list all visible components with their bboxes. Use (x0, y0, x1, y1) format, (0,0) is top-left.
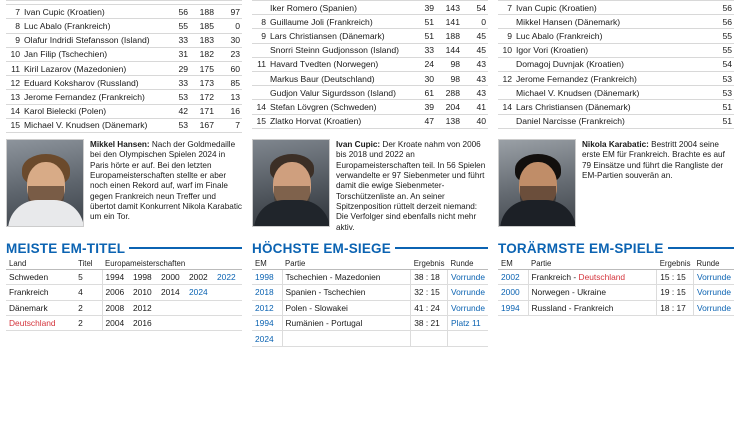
cell-position (498, 114, 514, 128)
cell-value: 33 (410, 43, 436, 57)
cell-player: Lars Christiansen (Dänemark) (268, 29, 410, 43)
cell-value: 33 (164, 33, 190, 47)
cell-value: 56 (708, 1, 734, 15)
cell-position: 9 (498, 29, 514, 43)
cell-value: 98 (436, 57, 462, 71)
table-row (252, 269, 488, 284)
cell-year: 2008 (102, 300, 130, 315)
cell-result: 15 : 15 (657, 269, 694, 284)
cell-match: Rumänien - Portugal (282, 315, 411, 330)
cell-player: Luc Abalo (Frankreich) (22, 19, 164, 33)
cell-year: 2022 (214, 269, 242, 284)
cell-player: Michael V. Knudsen (Dänemark) (514, 86, 656, 100)
cell-value: 138 (436, 114, 462, 128)
column-header: Runde (694, 258, 735, 270)
table-row (6, 90, 242, 104)
ranking-table-middle (252, 0, 488, 129)
table-row (252, 285, 488, 300)
heading-rule (668, 247, 734, 249)
table-row (252, 15, 488, 29)
cell-position: 9 (252, 29, 268, 43)
table-row (498, 269, 734, 284)
cell-position: 7 (498, 1, 514, 15)
ranking-table-left (6, 0, 242, 133)
cell-year (158, 300, 186, 315)
table-row (6, 315, 242, 330)
table-row (252, 71, 488, 85)
cell-value: 0 (216, 19, 242, 33)
cell-titles: 2 (75, 315, 102, 330)
cell-value: 42 (164, 104, 190, 118)
cell-value: 175 (190, 61, 216, 75)
column-header: Titel (75, 258, 102, 270)
table-row (6, 47, 242, 61)
cell-value: 167 (190, 118, 216, 132)
heading-hoechste-em-siege (252, 241, 488, 258)
cell-player: Jerome Fernandez (Frankreich) (514, 71, 656, 85)
cell-value (682, 15, 708, 29)
cell-value: 288 (436, 86, 462, 100)
cell-titles: 5 (75, 269, 102, 284)
cell-value: 56 (708, 15, 734, 29)
cell-value (656, 29, 682, 43)
heading-label: HÖCHSTE EM-SIEGE (252, 240, 391, 256)
ranking-columns (0, 0, 750, 133)
bio-body-ivan-cupic: Der Kroate nahm von 2006 bis 2018 und 2022 an Europameisterschaften teil. In 56 Spielen verwandelte er 97 Siebenmeter und führt damit die ewige Siebenmeter-Torschützenliste an. An seiner Spitzenposition rüttelt derzeit niemand: Die Verfolger sind ebenfalls nicht mehr aktiv. (336, 139, 486, 232)
cell-em-year: 1994 (252, 315, 282, 330)
cell-position: 11 (6, 61, 22, 75)
portrait-nikola-karabatic (498, 139, 576, 227)
bio-text-ivan-cupic (336, 139, 488, 233)
table-row (498, 86, 734, 100)
table-row (498, 300, 734, 315)
cell-player: Guillaume Joli (Frankreich) (268, 15, 410, 29)
cell-value: 39 (410, 100, 436, 114)
cell-position: 8 (6, 19, 22, 33)
table-row (498, 57, 734, 71)
cell-value: 45 (462, 43, 488, 57)
cell-value: 53 (708, 86, 734, 100)
cell-player: Ivan Cupic (Kroatien) (514, 1, 656, 15)
table-row (252, 29, 488, 43)
table-row (6, 269, 242, 284)
cell-year: 2000 (158, 269, 186, 284)
cell-value (682, 71, 708, 85)
cell-player: Stefan Lövgren (Schweden) (268, 100, 410, 114)
cell-position: 10 (6, 47, 22, 61)
cell-year: 2024 (186, 285, 214, 300)
ranking-column-right (498, 0, 734, 133)
bio-lead-nikola-karabatic: Nikola Karabatic: (582, 139, 649, 149)
table-row (498, 1, 734, 15)
cell-country: Dänemark (6, 300, 75, 315)
portrait-mikkel-hansen (6, 139, 84, 227)
cell-result: 19 : 15 (657, 285, 694, 300)
cell-result: 38 : 18 (411, 269, 448, 284)
cell-position (252, 1, 268, 15)
cell-player: Luc Abalo (Frankreich) (514, 29, 656, 43)
cell-em-year: 1998 (252, 269, 282, 284)
cell-position (252, 43, 268, 57)
cell-value: 51 (410, 29, 436, 43)
column-header: Land (6, 258, 75, 270)
cell-match: Norwegen - Ukraine (528, 285, 657, 300)
cell-value: 60 (216, 61, 242, 75)
cell-value: 51 (410, 15, 436, 29)
cell-round: Vorrunde (448, 269, 489, 284)
column-header: Partie (282, 258, 411, 270)
bio-body-nikola-karabatic: Bestritt 2004 seine erste EM für Frankreich. Brachte es auf 79 Einsätze und führt die Rangliste der EM-Partien souverän an. (582, 139, 725, 180)
column-header: Runde (448, 258, 489, 270)
table-row (498, 29, 734, 43)
heading-meiste-em-titel (6, 241, 242, 258)
table-meiste-em-titel (6, 241, 242, 347)
cell-titles: 2 (75, 300, 102, 315)
cell-em-year: 1994 (498, 300, 528, 315)
cell-value: 51 (708, 100, 734, 114)
cell-position: 9 (6, 33, 22, 47)
table-row (252, 86, 488, 100)
cell-value: 40 (462, 114, 488, 128)
cell-player: Olafur Indridi Stefansson (Island) (22, 33, 164, 47)
cell-position: 15 (6, 118, 22, 132)
cell-year (186, 315, 214, 330)
cell-value: 54 (462, 1, 488, 15)
cell-value: 13 (216, 90, 242, 104)
cell-round: Vorrunde (694, 269, 735, 284)
cell-value: 33 (164, 76, 190, 90)
data-table-titles (6, 258, 242, 332)
cell-value (656, 57, 682, 71)
cell-value: 45 (462, 29, 488, 43)
table-row (252, 43, 488, 57)
cell-position: 7 (6, 5, 22, 19)
cell-value (656, 1, 682, 15)
cell-country: Schweden (6, 269, 75, 284)
cell-position: 11 (252, 57, 268, 71)
cell-result: 32 : 15 (411, 285, 448, 300)
cell-player: Markus Baur (Deutschland) (268, 71, 410, 85)
cell-year (214, 300, 242, 315)
cell-value (656, 15, 682, 29)
cell-value: 55 (708, 43, 734, 57)
cell-titles: 4 (75, 285, 102, 300)
cell-value: 16 (216, 104, 242, 118)
bio-text-nikola-karabatic (582, 139, 734, 233)
cell-value: 97 (216, 5, 242, 19)
cell-position: 8 (252, 15, 268, 29)
table-row (498, 114, 734, 128)
cell-value: 24 (410, 57, 436, 71)
cell-position: 12 (498, 71, 514, 85)
cell-value: 173 (190, 76, 216, 90)
column-header: EM (252, 258, 282, 270)
cell-value (656, 100, 682, 114)
cell-em-year: 2000 (498, 285, 528, 300)
cell-player: Daniel Narcisse (Frankreich) (514, 114, 656, 128)
cell-value (656, 71, 682, 85)
cell-player: Havard Tvedten (Norwegen) (268, 57, 410, 71)
portrait-ivan-cupic (252, 139, 330, 227)
cell-position (252, 86, 268, 100)
cell-value: 47 (410, 114, 436, 128)
bio-lead-mikkel-hansen: Mikkel Hansen: (90, 139, 150, 149)
cell-year: 1994 (102, 269, 130, 284)
cell-em-year: 2018 (252, 285, 282, 300)
bio-nikola-karabatic (498, 139, 734, 233)
cell-value: 31 (164, 47, 190, 61)
table-row (252, 114, 488, 128)
cell-player: Mikkel Hansen (Dänemark) (514, 15, 656, 29)
table-row (252, 315, 488, 330)
column-header: Europameisterschaften (102, 258, 242, 270)
cell-country: Frankreich (6, 285, 75, 300)
cell-value: 23 (216, 47, 242, 61)
table-row (6, 104, 242, 118)
cell-value: 30 (216, 33, 242, 47)
table-row (498, 71, 734, 85)
cell-round: Vorrunde (694, 300, 735, 315)
data-table-siege (252, 258, 488, 347)
cell-year (186, 300, 214, 315)
cell-player: Ivan Cupic (Kroatien) (22, 5, 164, 19)
cell-value: 53 (164, 90, 190, 104)
cell-value: 0 (462, 15, 488, 29)
cell-value: 55 (164, 19, 190, 33)
data-table-spiele (498, 258, 734, 316)
cell-player: Gudjon Valur Sigurdsson (Island) (268, 86, 410, 100)
ranking-column-left (6, 0, 242, 133)
bio-text-mikkel-hansen (90, 139, 242, 233)
bio-lead-ivan-cupic: Ivan Cupic: (336, 139, 381, 149)
cell-year: 2004 (102, 315, 130, 330)
cell-result: 41 : 24 (411, 300, 448, 315)
cell-position: 12 (6, 76, 22, 90)
table-row (6, 76, 242, 90)
cell-value (656, 86, 682, 100)
table-row (498, 285, 734, 300)
cell-year: 2012 (130, 300, 158, 315)
cell-player: Domagoj Duvnjak (Kroatien) (514, 57, 656, 71)
heading-rule (129, 247, 242, 249)
cell-match: Polen - Slowakei (282, 300, 411, 315)
cell-value: 172 (190, 90, 216, 104)
cell-value: 55 (708, 29, 734, 43)
cell-value: 182 (190, 47, 216, 61)
cell-match: Frankreich - Deutschland (528, 269, 657, 284)
cell-player: Snorri Steinn Gudjonsson (Island) (268, 43, 410, 57)
table-row (6, 5, 242, 19)
cell-em-year: 2012 (252, 300, 282, 315)
cell-value: 43 (462, 86, 488, 100)
cell-year: 2002 (186, 269, 214, 284)
cell-result (411, 331, 448, 346)
cell-round: Vorrunde (448, 285, 489, 300)
cell-value: 53 (164, 118, 190, 132)
cell-value: 98 (436, 71, 462, 85)
cell-value: 39 (410, 1, 436, 15)
cell-position (498, 15, 514, 29)
cell-player: Michael V. Knudsen (Dänemark) (22, 118, 164, 132)
cell-player: Zlatko Horvat (Kroatien) (268, 114, 410, 128)
cell-value (682, 1, 708, 15)
cell-player: Kiril Lazarov (Mazedonien) (22, 61, 164, 75)
table-row (252, 100, 488, 114)
table-row (252, 331, 488, 346)
cell-value: 41 (462, 100, 488, 114)
cell-value: 188 (190, 5, 216, 19)
cell-value: 7 (216, 118, 242, 132)
cell-round: Vorrunde (448, 300, 489, 315)
column-header: EM (498, 258, 528, 270)
table-row (252, 300, 488, 315)
cell-match: Spanien - Tschechien (282, 285, 411, 300)
cell-player: Jan Filip (Tschechien) (22, 47, 164, 61)
cell-value: 56 (164, 5, 190, 19)
ranking-column-middle (252, 0, 488, 133)
bio-ivan-cupic (252, 139, 488, 233)
column-header: Ergebnis (411, 258, 448, 270)
table-row (6, 300, 242, 315)
cell-value (682, 29, 708, 43)
heading-rule (395, 247, 488, 249)
cell-value (656, 114, 682, 128)
table-row (498, 100, 734, 114)
cell-year (158, 315, 186, 330)
cell-position: 14 (6, 104, 22, 118)
cell-value (682, 114, 708, 128)
cell-match: Russland - Frankreich (528, 300, 657, 315)
table-row (6, 285, 242, 300)
cell-result: 38 : 21 (411, 315, 448, 330)
heading-label: MEISTE EM-TITEL (6, 240, 126, 256)
cell-value: 30 (410, 71, 436, 85)
cell-value (682, 57, 708, 71)
table-toraermste-em-spiele (498, 241, 734, 347)
table-row (6, 118, 242, 132)
cell-year (214, 285, 242, 300)
cell-player: Eduard Koksharov (Russland) (22, 76, 164, 90)
cell-year: 2010 (130, 285, 158, 300)
cell-country: Deutschland (6, 315, 75, 330)
cell-position: 14 (252, 100, 268, 114)
cell-value (682, 100, 708, 114)
cell-position (252, 71, 268, 85)
cell-position: 13 (6, 90, 22, 104)
heading-label: TORÄRMSTE EM-SPIELE (498, 240, 664, 256)
cell-value: 183 (190, 33, 216, 47)
cell-year: 2014 (158, 285, 186, 300)
cell-value: 43 (462, 71, 488, 85)
bottom-tables (0, 233, 750, 347)
cell-position (498, 86, 514, 100)
bio-body-mikkel-hansen: Nach der Goldmedaille bei den Olympischen Spielen 2024 in Paris hörte er auf. Bei den letzten Europameisterschaften stellte er aber noch einen Rekord auf, warf im Finale gegen Frankreich neun Treffer und übertot damit Konkurrent Nikola Karabatic um ein Tor. (90, 139, 243, 222)
cell-value: 188 (436, 29, 462, 43)
cell-round: Platz 11 (448, 315, 489, 330)
cell-round (448, 331, 489, 346)
table-row (6, 19, 242, 33)
cell-match (282, 331, 411, 346)
cell-value: 43 (462, 57, 488, 71)
cell-em-year: 2024 (252, 331, 282, 346)
cell-value (682, 43, 708, 57)
cell-value: 61 (410, 86, 436, 100)
cell-value (682, 86, 708, 100)
cell-value: 54 (708, 57, 734, 71)
cell-result: 18 : 17 (657, 300, 694, 315)
cell-player: Karol Bielecki (Polen) (22, 104, 164, 118)
table-row (252, 57, 488, 71)
table-row (252, 1, 488, 15)
cell-position: 14 (498, 100, 514, 114)
cell-value: 171 (190, 104, 216, 118)
cell-value: 144 (436, 43, 462, 57)
cell-year: 1998 (130, 269, 158, 284)
table-row (498, 15, 734, 29)
cell-player: Iker Romero (Spanien) (268, 1, 410, 15)
column-header: Partie (528, 258, 657, 270)
column-header: Ergebnis (657, 258, 694, 270)
cell-position: 15 (252, 114, 268, 128)
cell-value: 143 (436, 1, 462, 15)
cell-em-year: 2002 (498, 269, 528, 284)
cell-year: 2016 (130, 315, 158, 330)
cell-value: 204 (436, 100, 462, 114)
cell-value: 29 (164, 61, 190, 75)
cell-value: 185 (190, 19, 216, 33)
ranking-table-right (498, 0, 734, 129)
cell-player: Lars Christiansen (Dänemark) (514, 100, 656, 114)
cell-value: 141 (436, 15, 462, 29)
table-row (498, 43, 734, 57)
cell-value: 51 (708, 114, 734, 128)
cell-round: Vorrunde (694, 285, 735, 300)
cell-value: 53 (708, 71, 734, 85)
player-bios (0, 133, 750, 233)
cell-match: Tschechien - Mazedonien (282, 269, 411, 284)
cell-position: 10 (498, 43, 514, 57)
cell-player: Igor Vori (Kroatien) (514, 43, 656, 57)
table-row (6, 61, 242, 75)
cell-position (498, 57, 514, 71)
cell-year: 2006 (102, 285, 130, 300)
cell-year (214, 315, 242, 330)
table-hoechste-em-siege (252, 241, 488, 347)
cell-player: Jerome Fernandez (Frankreich) (22, 90, 164, 104)
table-row (6, 33, 242, 47)
heading-toraermste-em-spiele (498, 241, 734, 258)
cell-value (656, 43, 682, 57)
bio-mikkel-hansen (6, 139, 242, 233)
cell-value: 85 (216, 76, 242, 90)
